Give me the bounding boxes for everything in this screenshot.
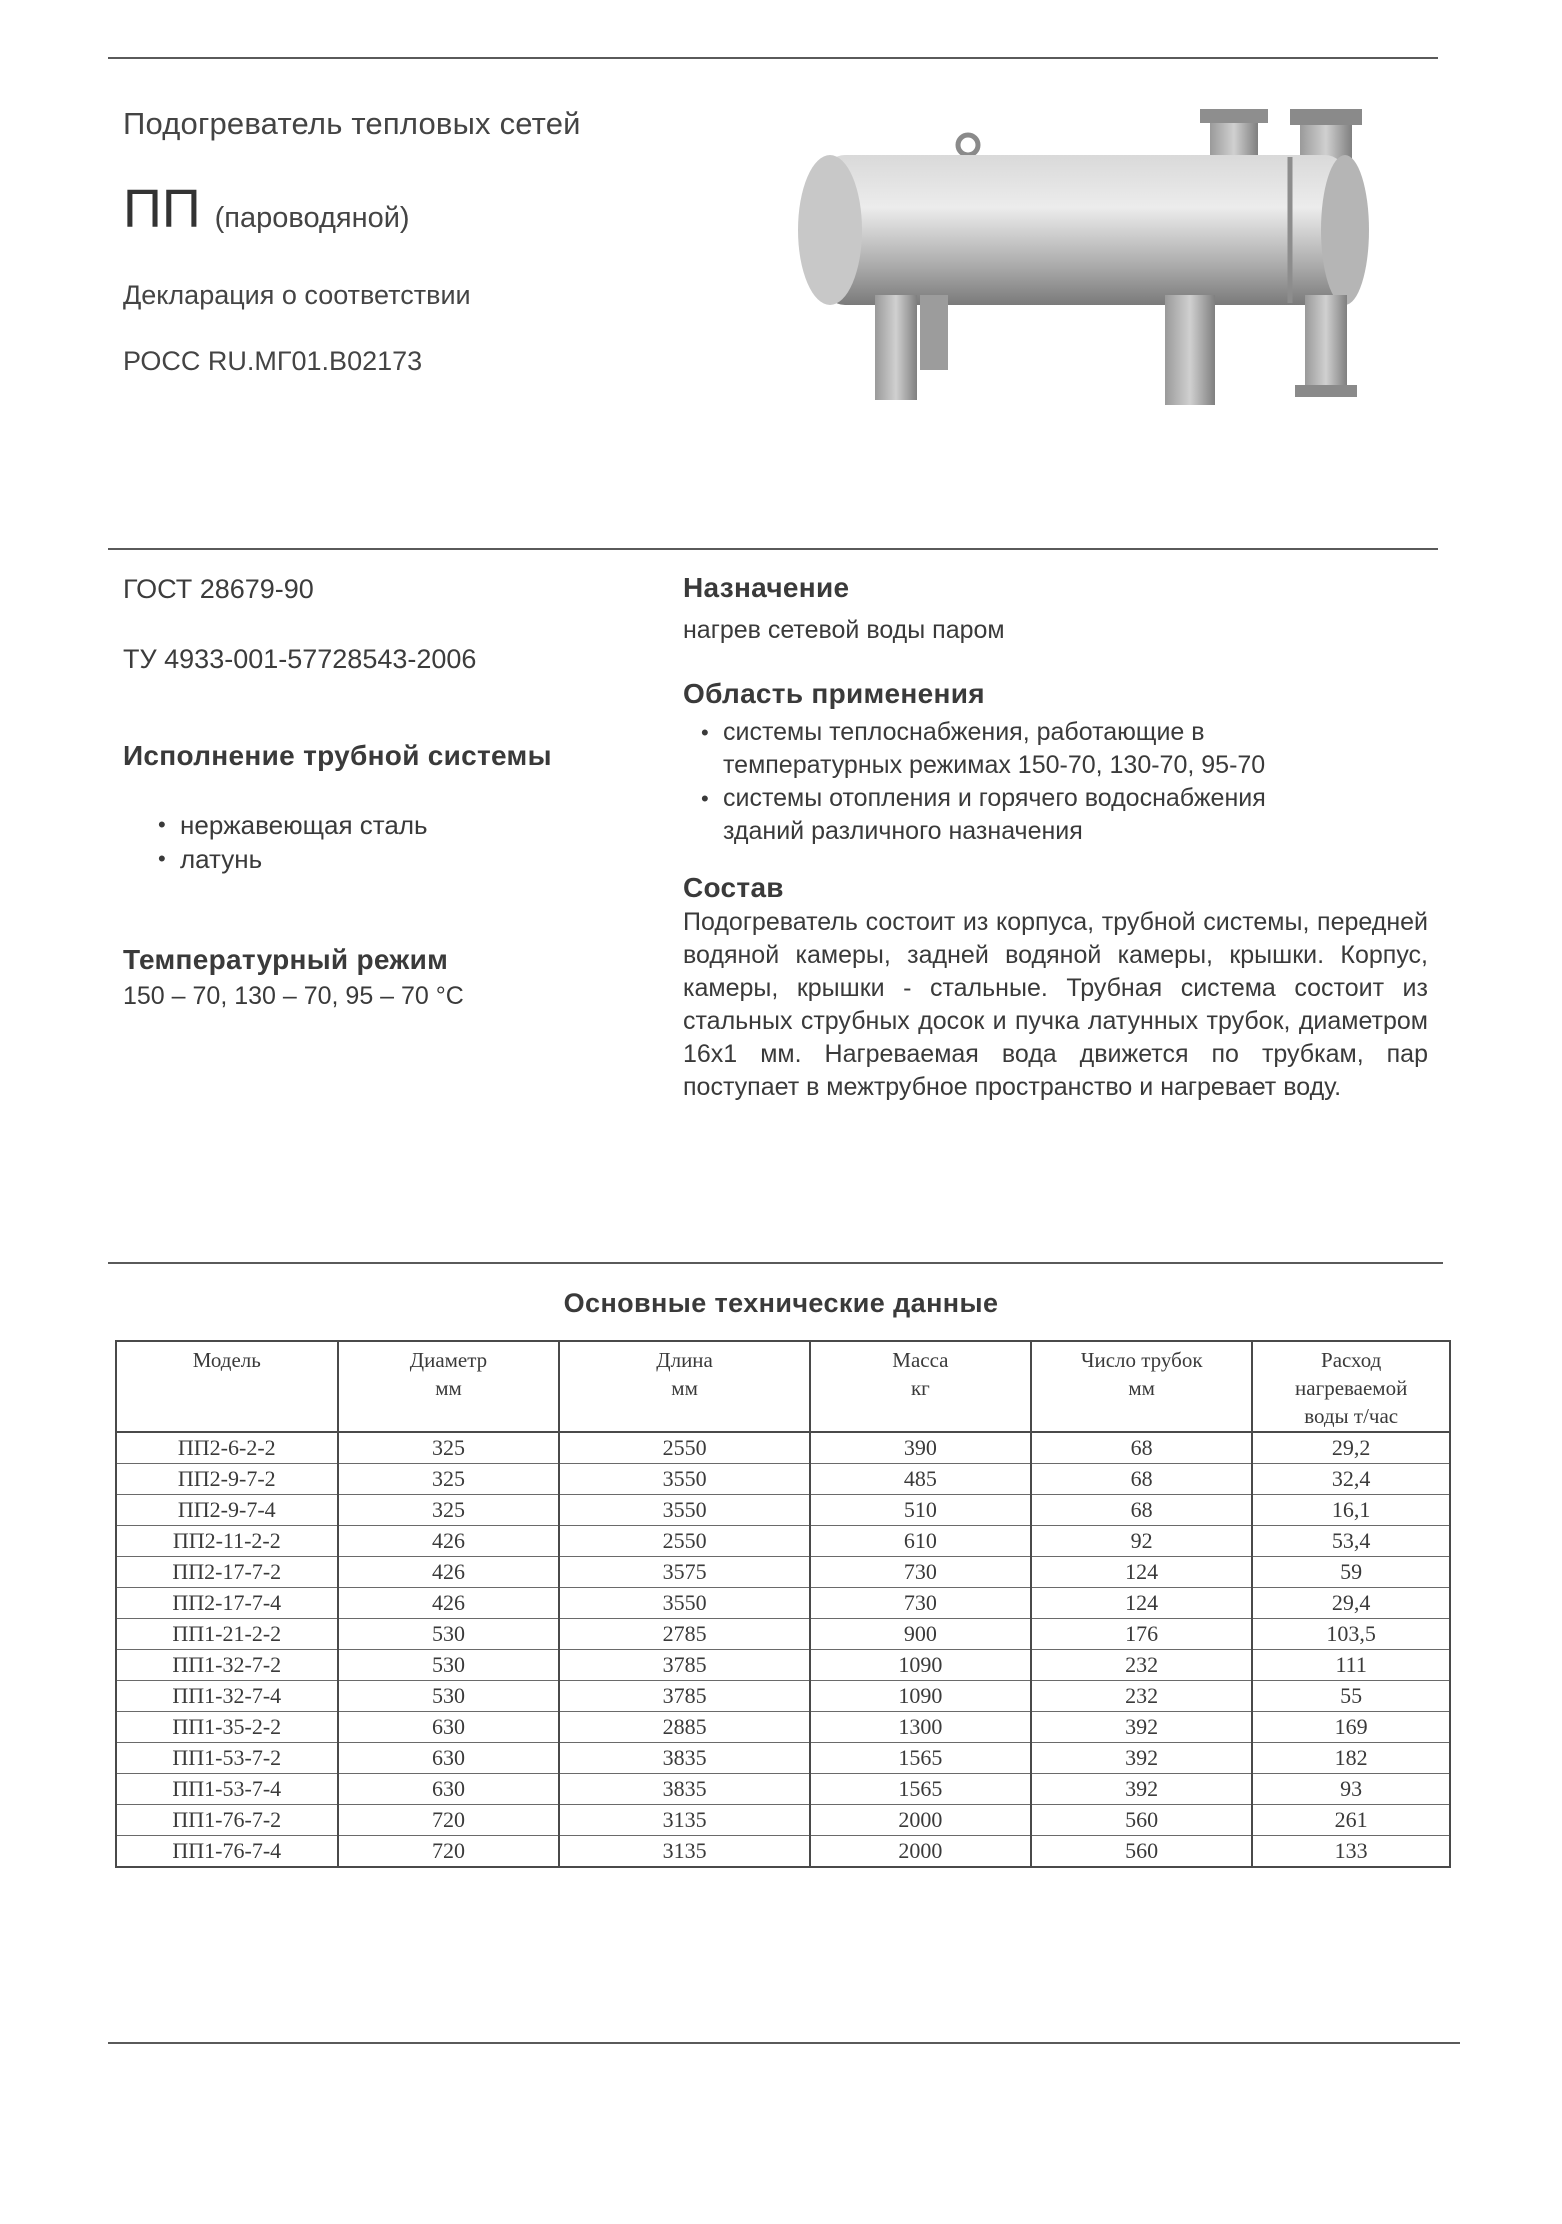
cell-diameter: 720 bbox=[338, 1805, 560, 1836]
cell-flow: 103,5 bbox=[1252, 1619, 1450, 1650]
cell-length: 3135 bbox=[559, 1836, 809, 1868]
cell-diameter: 630 bbox=[338, 1743, 560, 1774]
col-header-length: Длина мм bbox=[559, 1341, 809, 1432]
cell-model: ПП2-17-7-2 bbox=[116, 1557, 338, 1588]
cell-tubes: 68 bbox=[1031, 1464, 1252, 1495]
table-header-row bbox=[116, 1341, 1450, 1432]
table-row bbox=[116, 1557, 1450, 1588]
spec-table bbox=[115, 1340, 1451, 1868]
cell-length: 2885 bbox=[559, 1712, 809, 1743]
list-item: • системы отопления и горячего водоснабжения зданий различного назначения bbox=[693, 782, 1353, 848]
cell-mass: 485 bbox=[810, 1464, 1031, 1495]
cell-diameter: 530 bbox=[338, 1619, 560, 1650]
cell-length: 3785 bbox=[559, 1681, 809, 1712]
cell-length: 2785 bbox=[559, 1619, 809, 1650]
col-header-model: Модель bbox=[116, 1341, 338, 1432]
cell-tubes: 232 bbox=[1031, 1650, 1252, 1681]
support-leg-1 bbox=[875, 295, 917, 400]
cell-tubes: 68 bbox=[1031, 1432, 1252, 1464]
table-row bbox=[116, 1681, 1450, 1712]
cell-diameter: 325 bbox=[338, 1495, 560, 1526]
cell-diameter: 720 bbox=[338, 1836, 560, 1868]
product-title: Подогреватель тепловых сетей bbox=[123, 106, 581, 141]
cell-model: ПП2-6-2-2 bbox=[116, 1432, 338, 1464]
cell-length: 3785 bbox=[559, 1650, 809, 1681]
support-leg-4 bbox=[1305, 295, 1347, 390]
cell-length: 3135 bbox=[559, 1805, 809, 1836]
top-divider bbox=[108, 57, 1438, 59]
table-row bbox=[116, 1464, 1450, 1495]
tube-system-heading: Исполнение трубной системы bbox=[123, 740, 552, 771]
list-item: • системы теплоснабжения, работающие в температурных режимах 150-70, 130-70, 95-70 bbox=[693, 716, 1353, 782]
table-row bbox=[116, 1743, 1450, 1774]
composition-text: Подогреватель состоит из корпуса, трубной системы, передней водяной камеры, задней водяной камеры, крышки. Корпус, камеры, крышки - стальные. Трубная система состоит из стальных струбных досок и пучка латунных трубок, диаметром 16х1 мм. Нагреваемая вода движется по трубкам, пар поступает в межтрубное пространство и нагревает воду. bbox=[683, 908, 1428, 1101]
cell-flow: 32,4 bbox=[1252, 1464, 1450, 1495]
cell-model: ПП1-53-7-4 bbox=[116, 1774, 338, 1805]
cell-length: 3835 bbox=[559, 1774, 809, 1805]
cell-length: 3835 bbox=[559, 1743, 809, 1774]
cell-model: ПП1-53-7-2 bbox=[116, 1743, 338, 1774]
cell-diameter: 630 bbox=[338, 1774, 560, 1805]
cell-tubes: 68 bbox=[1031, 1495, 1252, 1526]
cell-flow: 169 bbox=[1252, 1712, 1450, 1743]
cell-flow: 182 bbox=[1252, 1743, 1450, 1774]
cell-flow: 261 bbox=[1252, 1805, 1450, 1836]
leg-foot bbox=[1295, 385, 1357, 397]
cell-tubes: 560 bbox=[1031, 1805, 1252, 1836]
application-heading: Область применения bbox=[683, 678, 985, 709]
cell-tubes: 124 bbox=[1031, 1557, 1252, 1588]
table-row bbox=[116, 1495, 1450, 1526]
cell-mass: 1565 bbox=[810, 1774, 1031, 1805]
cell-mass: 1565 bbox=[810, 1743, 1031, 1774]
table-row bbox=[116, 1805, 1450, 1836]
cell-tubes: 176 bbox=[1031, 1619, 1252, 1650]
table-row bbox=[116, 1619, 1450, 1650]
cell-model: ПП1-35-2-2 bbox=[116, 1712, 338, 1743]
cell-flow: 93 bbox=[1252, 1774, 1450, 1805]
temperature-value: 150 – 70, 130 – 70, 95 – 70 °С bbox=[123, 982, 464, 1010]
cell-mass: 510 bbox=[810, 1495, 1031, 1526]
cell-model: ПП2-17-7-4 bbox=[116, 1588, 338, 1619]
table-row bbox=[116, 1836, 1450, 1868]
cell-tubes: 392 bbox=[1031, 1743, 1252, 1774]
application-list bbox=[693, 716, 1353, 848]
bottom-divider bbox=[108, 2042, 1460, 2044]
cell-mass: 390 bbox=[810, 1432, 1031, 1464]
shell-end-right bbox=[1321, 155, 1369, 305]
cell-flow: 29,2 bbox=[1252, 1432, 1450, 1464]
list-item: • латунь bbox=[150, 842, 428, 876]
cell-mass: 1300 bbox=[810, 1712, 1031, 1743]
tu-standard: ТУ 4933-001-57728543-2006 bbox=[123, 644, 477, 674]
cell-length: 2550 bbox=[559, 1526, 809, 1557]
cell-diameter: 530 bbox=[338, 1650, 560, 1681]
top-nozzle-2-flange bbox=[1290, 109, 1362, 125]
top-nozzle-1-flange bbox=[1200, 109, 1268, 123]
declaration-number: РОСС RU.МГ01.В02173 bbox=[123, 346, 423, 376]
support-leg-2 bbox=[920, 295, 948, 370]
composition-heading: Состав bbox=[683, 872, 784, 903]
col-header-mass: Масса кг bbox=[810, 1341, 1031, 1432]
cell-length: 3550 bbox=[559, 1588, 809, 1619]
cell-mass: 2000 bbox=[810, 1836, 1031, 1868]
table-row bbox=[116, 1432, 1450, 1464]
heater-illustration bbox=[780, 95, 1380, 425]
middle-divider bbox=[108, 548, 1438, 550]
cell-model: ПП1-21-2-2 bbox=[116, 1619, 338, 1650]
cell-diameter: 325 bbox=[338, 1464, 560, 1495]
cell-diameter: 630 bbox=[338, 1712, 560, 1743]
cell-tubes: 232 bbox=[1031, 1681, 1252, 1712]
cell-mass: 1090 bbox=[810, 1650, 1031, 1681]
gost-standard: ГОСТ 28679-90 bbox=[123, 574, 314, 604]
col-header-tubes: Число трубок мм bbox=[1031, 1341, 1252, 1432]
cell-mass: 1090 bbox=[810, 1681, 1031, 1712]
cell-flow: 53,4 bbox=[1252, 1526, 1450, 1557]
table-row bbox=[116, 1650, 1450, 1681]
purpose-heading: Назначение bbox=[683, 572, 850, 603]
temperature-heading: Температурный режим bbox=[123, 944, 449, 975]
cell-tubes: 92 bbox=[1031, 1526, 1252, 1557]
declaration-label: Декларация о соответствии bbox=[123, 280, 471, 310]
table-row bbox=[116, 1588, 1450, 1619]
col-header-flow: Расход нагреваемой воды т/час bbox=[1252, 1341, 1450, 1432]
list-item: • нержавеющая сталь bbox=[150, 808, 428, 842]
cell-tubes: 124 bbox=[1031, 1588, 1252, 1619]
table-row bbox=[116, 1712, 1450, 1743]
cell-length: 2550 bbox=[559, 1432, 809, 1464]
cell-model: ПП1-32-7-4 bbox=[116, 1681, 338, 1712]
cell-mass: 900 bbox=[810, 1619, 1031, 1650]
cell-mass: 610 bbox=[810, 1526, 1031, 1557]
cell-tubes: 560 bbox=[1031, 1836, 1252, 1868]
table-divider bbox=[108, 1262, 1443, 1264]
cell-flow: 59 bbox=[1252, 1557, 1450, 1588]
cell-tubes: 392 bbox=[1031, 1774, 1252, 1805]
cell-diameter: 426 bbox=[338, 1588, 560, 1619]
cell-flow: 29,4 bbox=[1252, 1588, 1450, 1619]
cell-model: ПП1-76-7-4 bbox=[116, 1836, 338, 1868]
cell-length: 3575 bbox=[559, 1557, 809, 1588]
cell-mass: 2000 bbox=[810, 1805, 1031, 1836]
col-header-diameter: Диаметр мм bbox=[338, 1341, 560, 1432]
cell-mass: 730 bbox=[810, 1557, 1031, 1588]
model-heading bbox=[123, 178, 410, 240]
cell-flow: 133 bbox=[1252, 1836, 1450, 1868]
cell-model: ПП2-11-2-2 bbox=[116, 1526, 338, 1557]
cell-flow: 16,1 bbox=[1252, 1495, 1450, 1526]
cell-diameter: 325 bbox=[338, 1432, 560, 1464]
lifting-eye bbox=[958, 135, 978, 155]
shell-end-left bbox=[798, 155, 862, 305]
cell-diameter: 426 bbox=[338, 1557, 560, 1588]
shell-body bbox=[825, 155, 1345, 305]
cell-model: ПП1-76-7-2 bbox=[116, 1805, 338, 1836]
support-leg-3 bbox=[1165, 295, 1215, 405]
model-type: (пароводяной) bbox=[214, 202, 410, 234]
cell-length: 3550 bbox=[559, 1464, 809, 1495]
table-row bbox=[116, 1774, 1450, 1805]
tube-system-list bbox=[150, 808, 428, 876]
cell-diameter: 426 bbox=[338, 1526, 560, 1557]
purpose-text: нагрев сетевой воды паром bbox=[683, 616, 1005, 644]
cell-model: ПП2-9-7-4 bbox=[116, 1495, 338, 1526]
table-title: Основные технические данные bbox=[563, 1288, 999, 1318]
model-code: ПП bbox=[123, 179, 201, 239]
cell-model: ПП1-32-7-2 bbox=[116, 1650, 338, 1681]
table-row bbox=[116, 1526, 1450, 1557]
cell-tubes: 392 bbox=[1031, 1712, 1252, 1743]
cell-flow: 55 bbox=[1252, 1681, 1450, 1712]
cell-mass: 730 bbox=[810, 1588, 1031, 1619]
cell-model: ПП2-9-7-2 bbox=[116, 1464, 338, 1495]
cell-flow: 111 bbox=[1252, 1650, 1450, 1681]
cell-length: 3550 bbox=[559, 1495, 809, 1526]
cell-diameter: 530 bbox=[338, 1681, 560, 1712]
